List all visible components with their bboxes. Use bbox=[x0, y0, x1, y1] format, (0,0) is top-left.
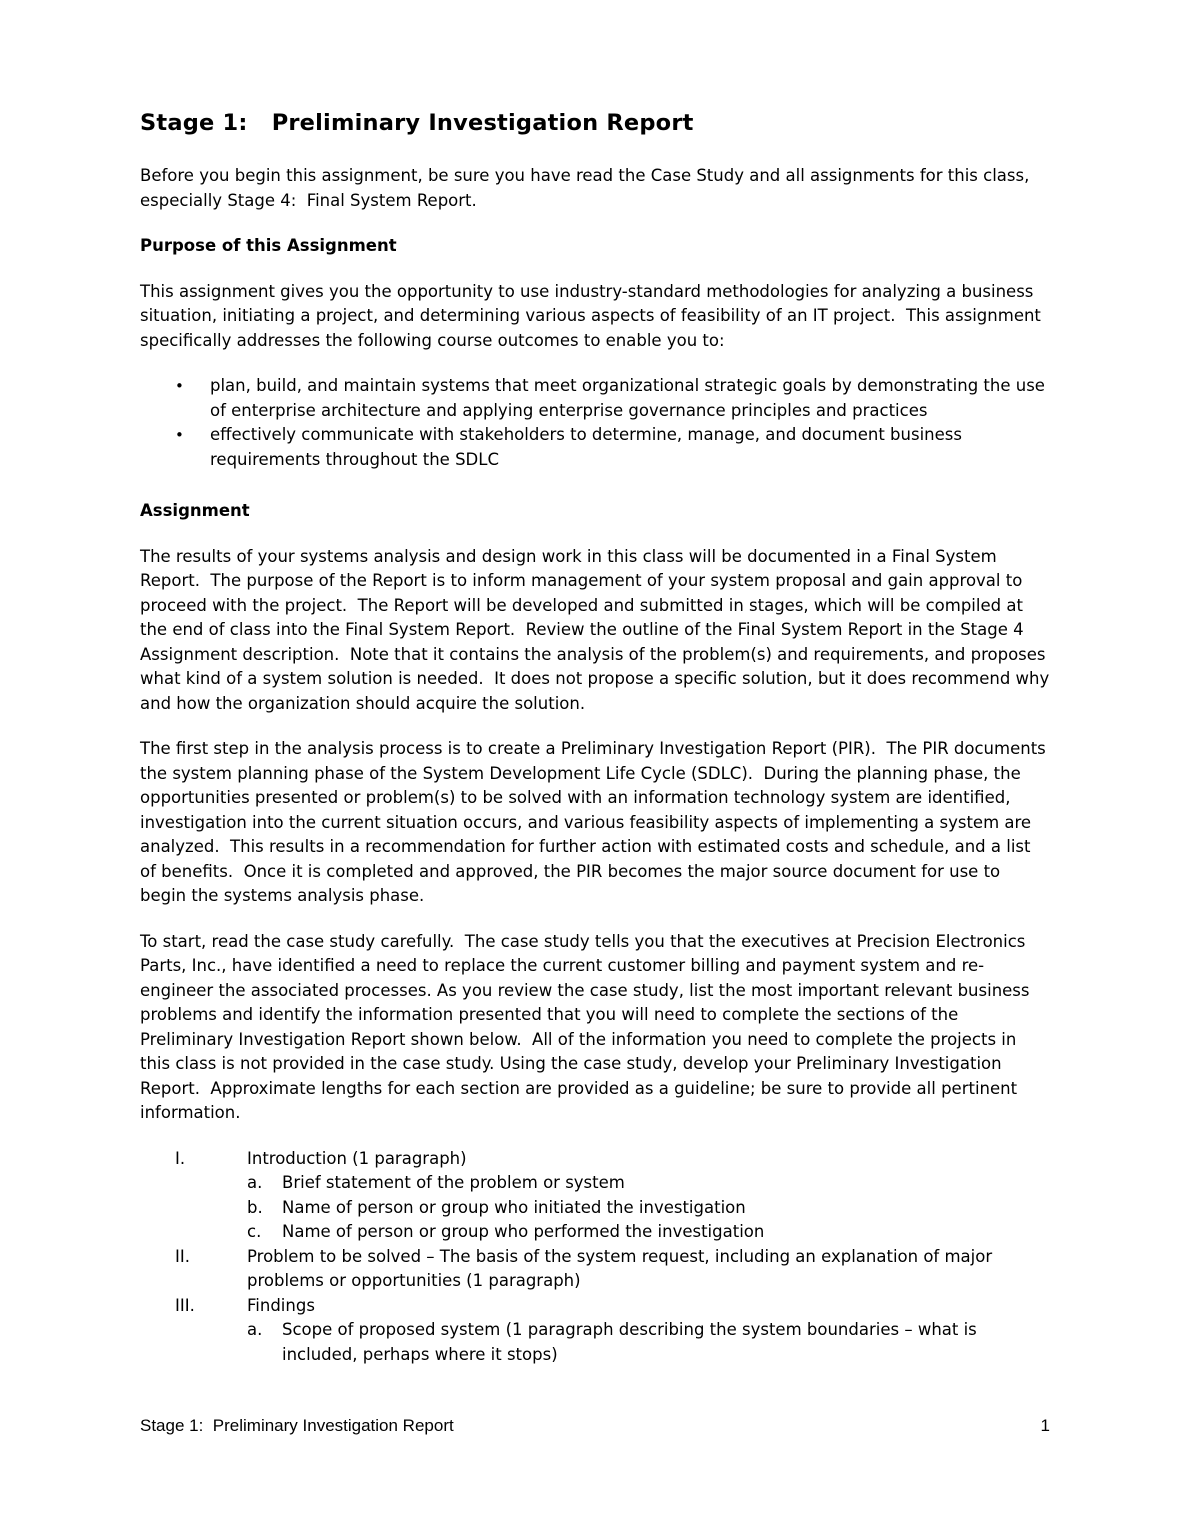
list-item bbox=[175, 374, 1050, 423]
paragraph-assignment-2: The first step in the analysis process is to create a Preliminary Investigation Report (PIR). The PIR documents the system planning phase of the System Development Life Cycle (SDLC). During the planning phase, the opportunities presented or problem(s) to be solved with an information technology system are identified, investigation into the current situation occurs, and various feasibility aspects of implementing a system are analyzed. This results in a recommendation for further action with estimated costs and schedule, and a list of benefits. Once it is completed and approved, the PIR becomes the major source document for use to begin the systems analysis phase. bbox=[140, 739, 1052, 905]
footer-title: Stage 1: Preliminary Investigation Report bbox=[140, 1416, 454, 1435]
outline-subitem-text: Name of person or group who performed the investigation bbox=[282, 1222, 765, 1241]
paragraph-assignment-1: The results of your systems analysis and design work in this class will be documented in a Final System Report. The purpose of the Report is to inform management of your system proposal and gain approval to proceed with the project. The Report will be developed and submitted in stages, which will be compiled at the end of class into the Final System Report. Review the outline of the Final System Report in the Stage 4 Assignment description. Note that it contains the analysis of the problem(s) and requirements, and proposes what kind of a system solution is needed. It does not propose a specific solution, but it does recommend why and how the organization should acquire the solution. bbox=[140, 546, 1055, 713]
outline-item-problem bbox=[175, 1245, 1050, 1294]
outline-sublist bbox=[247, 1171, 1050, 1245]
outline-sublist bbox=[247, 1318, 1050, 1367]
outline-subitem-text: Scope of proposed system (1 paragraph describing the system boundaries – what is included, perhaps where it stops) bbox=[282, 1320, 983, 1364]
page-number: 1 bbox=[1040, 1416, 1050, 1435]
outline-subitem-label: a. bbox=[247, 1320, 263, 1339]
list-item bbox=[175, 423, 1050, 472]
outline-item-findings bbox=[175, 1294, 1050, 1319]
outline-subitem bbox=[247, 1196, 1050, 1221]
outline-subitem-text: Name of person or group who initiated the investigation bbox=[282, 1197, 746, 1217]
bullet-icon: • bbox=[175, 426, 184, 444]
outline-item-label: I. bbox=[175, 1148, 186, 1168]
document-title: Stage 1: Preliminary Investigation Report bbox=[140, 110, 694, 136]
list-item-text: plan, build, and maintain systems that meet organizational strategic goals by demonstrating the use of enterprise architecture and applying enterprise governance principles and practices bbox=[210, 376, 1051, 420]
paragraph-purpose: This assignment gives you the opportunity to use industry-standard methodologies for analyzing a business situation, initiating a project, and determining various aspects of feasibility of an IT project. This assignment specifically addresses the following course outcomes to enable you to: bbox=[140, 281, 1047, 350]
list-item-text: effectively communicate with stakeholders to determine, manage, and document business requirements throughout the SDLC bbox=[210, 425, 968, 469]
paragraph-intro: Before you begin this assignment, be sure you have read the Case Study and all assignments for this class, especially Stage 4: Final System Report. bbox=[140, 166, 1035, 210]
outline-subitem-label: c. bbox=[247, 1222, 262, 1241]
outline-subitem bbox=[247, 1318, 1050, 1367]
heading-purpose: Purpose of this Assignment bbox=[140, 236, 397, 255]
paragraph-assignment-3: To start, read the case study carefully. The case study tells you that the executives at Precision Electronics Parts, Inc., have identified a need to replace the current customer billing and payment system and re-engineer the associated processes. As you review the case study, list the most important relevant business problems and identify the information presented that you will need to complete the sections of the Preliminary Investigation Report shown below. All of the information you need to complete the projects in this class is not provided in the case study. Using the case study, develop your Preliminary Investigation Report. Approximate lengths for each section are provided as a guideline; be sure to provide all pertinent information. bbox=[140, 931, 1035, 1122]
outline-item-text: Problem to be solved – The basis of the system request, including an explanation of major problems or opportunities (1 paragraph) bbox=[247, 1246, 998, 1290]
outline-subitem-label: a. bbox=[247, 1173, 263, 1192]
outline-item-text: Introduction (1 paragraph) bbox=[247, 1148, 467, 1168]
outline-subitem-text: Brief statement of the problem or system bbox=[282, 1173, 625, 1192]
outline-item-text: Findings bbox=[247, 1295, 315, 1315]
footer bbox=[140, 1416, 1050, 1436]
outline-item-label: III. bbox=[175, 1295, 195, 1315]
outline-subitem-label: b. bbox=[247, 1197, 263, 1217]
outline-subitem bbox=[247, 1171, 1050, 1196]
bullet-icon: • bbox=[175, 377, 184, 395]
outline-item-label: II. bbox=[175, 1246, 190, 1266]
outline-list bbox=[175, 1147, 1050, 1368]
heading-assignment: Assignment bbox=[140, 501, 250, 520]
outcomes-list bbox=[175, 374, 1050, 472]
outline-item-introduction bbox=[175, 1147, 1050, 1172]
outline-subitem bbox=[247, 1220, 1050, 1245]
